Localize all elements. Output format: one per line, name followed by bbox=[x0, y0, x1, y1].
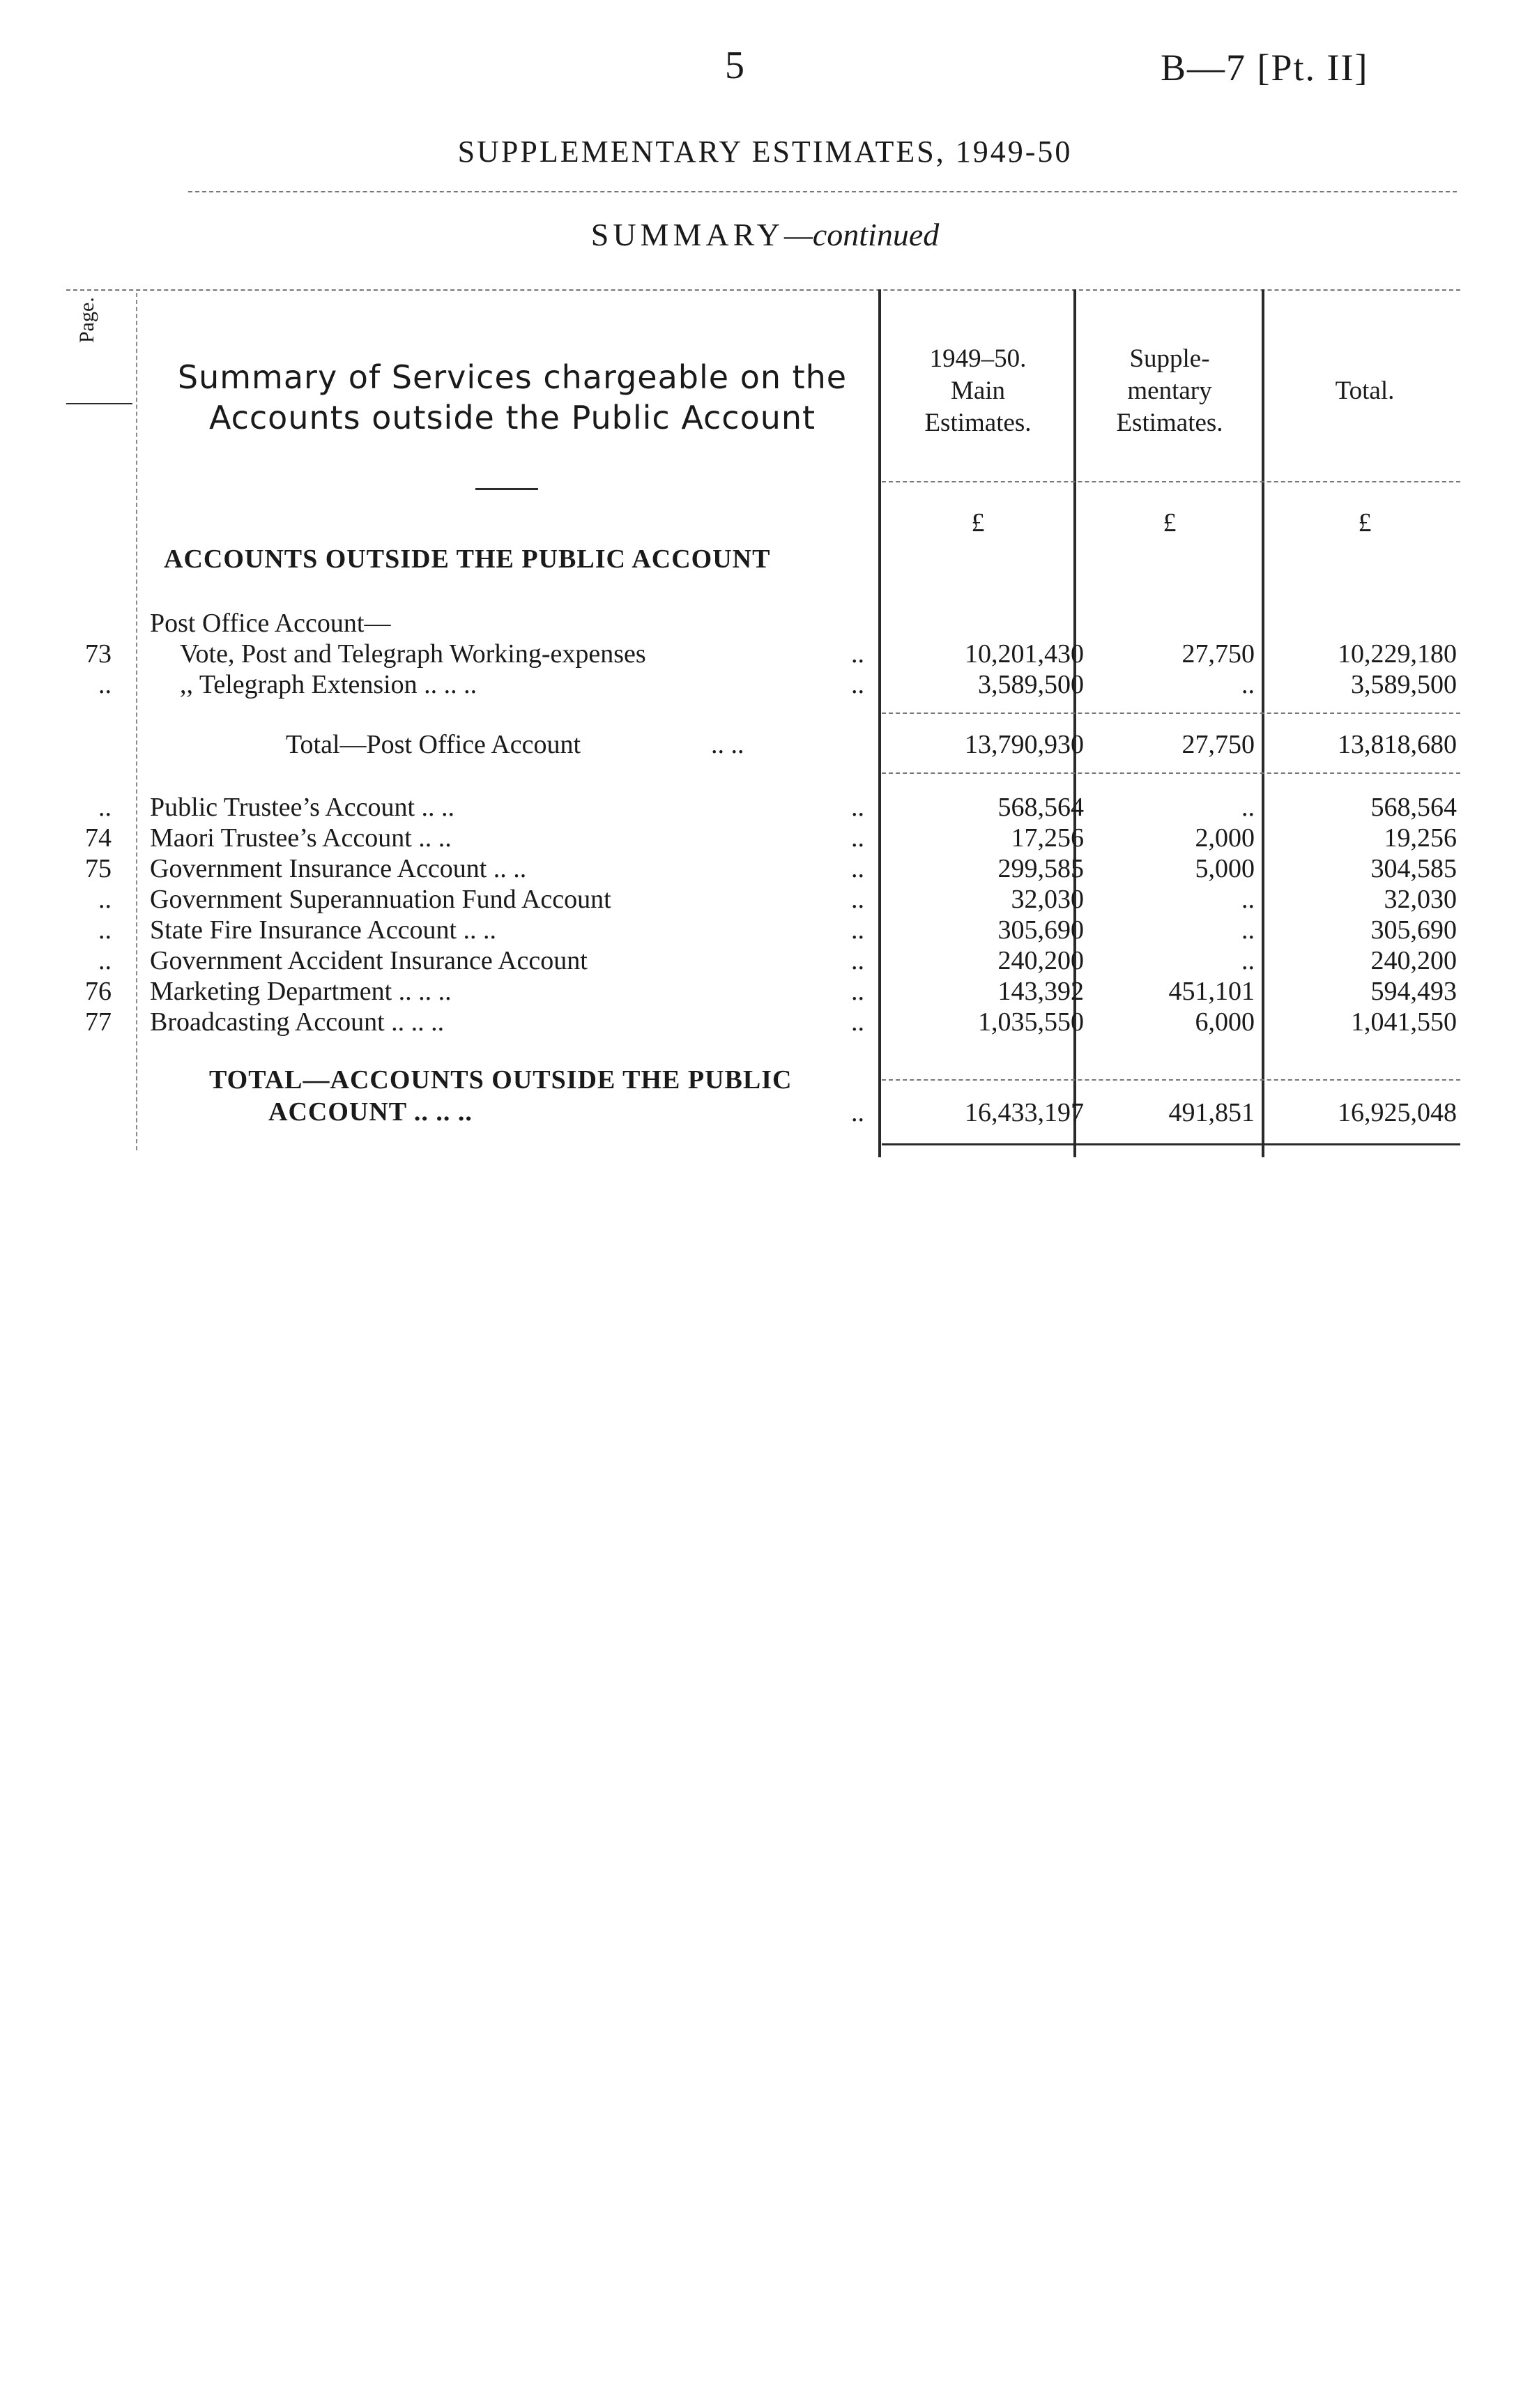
row-supp-value: 451,101 bbox=[1168, 977, 1255, 1006]
summary-heading bbox=[153, 357, 871, 438]
row-page: 76 bbox=[85, 977, 112, 1006]
row-supp-value: 2,000 bbox=[1195, 823, 1255, 853]
main-estimates-header bbox=[884, 343, 1072, 439]
table-row bbox=[0, 945, 1530, 976]
page-column-label: Page. bbox=[75, 297, 98, 343]
row-main-value: 17,256 bbox=[1011, 823, 1084, 853]
row-page: .. bbox=[98, 915, 112, 945]
row-leaders: .. bbox=[851, 854, 864, 883]
grand-total-row bbox=[0, 1097, 1530, 1128]
section-heading bbox=[0, 216, 1530, 253]
summary-word: SUMMARY bbox=[590, 217, 784, 252]
grand-total-leaders: .. bbox=[851, 1098, 864, 1127]
row-total-value: 305,690 bbox=[1370, 915, 1457, 945]
supplementary-estimates-header bbox=[1079, 343, 1260, 439]
row-supp-value: .. bbox=[1241, 885, 1255, 914]
section-title: ACCOUNTS OUTSIDE THE PUBLIC ACCOUNT bbox=[164, 544, 771, 574]
row-leaders: .. bbox=[851, 823, 864, 853]
page-header-rule bbox=[66, 403, 132, 404]
row-leaders: .. bbox=[851, 946, 864, 975]
grand-total-top-rule bbox=[882, 1079, 1460, 1081]
post-office-total-label: Total—Post Office Account bbox=[286, 730, 581, 759]
row-leaders: .. bbox=[851, 670, 864, 699]
page-number: 5 bbox=[725, 44, 744, 87]
row-main-value: 143,392 bbox=[997, 977, 1084, 1006]
row-label: Government Insurance Account .. .. bbox=[150, 854, 527, 883]
row-leaders: .. bbox=[851, 793, 864, 822]
row-main-value: 240,200 bbox=[997, 946, 1084, 975]
row-label: Broadcasting Account .. .. .. bbox=[150, 1007, 445, 1037]
row-label: ,, Telegraph Extension .. .. .. bbox=[180, 670, 477, 699]
row-total-value: 1,041,550 bbox=[1351, 1007, 1457, 1037]
row-supp-value: .. bbox=[1241, 946, 1255, 975]
row-label: Vote, Post and Telegraph Working-expenses bbox=[180, 639, 646, 669]
row-main-value: 568,564 bbox=[997, 793, 1084, 822]
row-page: 77 bbox=[85, 1007, 112, 1037]
row-total-value: 304,585 bbox=[1370, 854, 1457, 883]
grand-total-supp: 491,851 bbox=[1168, 1098, 1255, 1127]
summary-heading-line2: Accounts outside the Public Account bbox=[208, 399, 816, 436]
supp-header-line1: Supple- bbox=[1129, 344, 1210, 373]
row-total-value: 32,030 bbox=[1384, 885, 1457, 914]
row-main-value: 32,030 bbox=[1011, 885, 1084, 914]
main-header-line1: 1949–50. bbox=[929, 344, 1027, 373]
row-main-value: 3,589,500 bbox=[978, 670, 1084, 699]
total-header: Total. bbox=[1335, 376, 1395, 405]
table-row bbox=[0, 792, 1530, 823]
table-row bbox=[0, 853, 1530, 884]
table-top-rule bbox=[66, 289, 1460, 291]
post-office-total-row bbox=[0, 729, 1530, 760]
post-office-group-row bbox=[0, 608, 1530, 639]
table-row bbox=[0, 669, 1530, 700]
document-reference: B—7 [Pt. II] bbox=[1161, 47, 1369, 89]
row-total-value: 594,493 bbox=[1370, 977, 1457, 1006]
row-supp-value: 6,000 bbox=[1195, 1007, 1255, 1037]
total-currency-symbol: £ bbox=[1358, 508, 1372, 538]
summary-heading-line1: Summary of Services chargeable on the bbox=[177, 358, 848, 396]
table-row bbox=[0, 823, 1530, 853]
row-page: 74 bbox=[85, 823, 112, 853]
row-leaders: .. bbox=[851, 1007, 864, 1037]
row-supp-value: .. bbox=[1241, 670, 1255, 699]
supp-header-line2: mentary bbox=[1127, 376, 1212, 405]
row-total-value: 240,200 bbox=[1370, 946, 1457, 975]
main-header-line3: Estimates. bbox=[924, 409, 1032, 437]
row-total-value: 568,564 bbox=[1370, 793, 1457, 822]
grand-total-label-line1: TOTAL—ACCOUNTS OUTSIDE THE PUBLIC bbox=[209, 1065, 793, 1095]
row-leaders: .. bbox=[851, 977, 864, 1006]
row-leaders: .. bbox=[851, 915, 864, 945]
row-supp-value: 27,750 bbox=[1181, 639, 1255, 669]
row-label: Public Trustee’s Account .. .. bbox=[150, 793, 455, 822]
post-office-group-label: Post Office Account— bbox=[150, 609, 391, 638]
table-row bbox=[0, 1007, 1530, 1037]
grand-total-label-line2: ACCOUNT .. .. .. bbox=[268, 1097, 473, 1127]
row-label: Marketing Department .. .. .. bbox=[150, 977, 452, 1006]
post-office-total-leaders: .. .. bbox=[711, 730, 744, 759]
row-supp-value: 5,000 bbox=[1195, 854, 1255, 883]
row-supp-value: .. bbox=[1241, 915, 1255, 945]
post-office-total-total: 13,818,680 bbox=[1338, 730, 1457, 759]
row-page: .. bbox=[98, 670, 112, 699]
post-office-total-supp: 27,750 bbox=[1181, 730, 1255, 759]
table-row bbox=[0, 884, 1530, 915]
row-main-value: 299,585 bbox=[997, 854, 1084, 883]
main-currency-symbol: £ bbox=[971, 508, 985, 538]
row-label: State Fire Insurance Account .. .. bbox=[150, 915, 497, 945]
supp-currency-symbol: £ bbox=[1163, 508, 1177, 538]
page-title: SUPPLEMENTARY ESTIMATES, 1949-50 bbox=[457, 135, 1073, 169]
row-leaders: .. bbox=[851, 639, 864, 669]
table-row bbox=[0, 639, 1530, 669]
heading-short-rule bbox=[475, 488, 538, 490]
row-total-value: 10,229,180 bbox=[1338, 639, 1457, 669]
title-rule bbox=[188, 191, 1457, 192]
header-bottom-rule bbox=[882, 481, 1460, 482]
row-label: Maori Trustee’s Account .. .. bbox=[150, 823, 452, 853]
main-header-line2: Main bbox=[950, 376, 1006, 405]
continued-label: —continued bbox=[783, 217, 940, 252]
grand-total-total: 16,925,048 bbox=[1338, 1098, 1457, 1127]
post-office-total-main: 13,790,930 bbox=[965, 730, 1084, 759]
row-main-value: 1,035,550 bbox=[978, 1007, 1084, 1037]
row-page: .. bbox=[98, 885, 112, 914]
subtotal-bottom-rule bbox=[882, 772, 1460, 774]
row-total-value: 3,589,500 bbox=[1351, 670, 1457, 699]
row-page: 73 bbox=[85, 639, 112, 669]
row-label: Government Superannuation Fund Account bbox=[150, 885, 611, 914]
supp-header-line3: Estimates. bbox=[1116, 409, 1223, 437]
row-page: .. bbox=[98, 946, 112, 975]
table-row bbox=[0, 915, 1530, 945]
grand-total-bottom-rule bbox=[882, 1143, 1460, 1145]
row-total-value: 19,256 bbox=[1384, 823, 1457, 853]
row-main-value: 10,201,430 bbox=[965, 639, 1084, 669]
grand-total-main: 16,433,197 bbox=[965, 1098, 1084, 1127]
table-row bbox=[0, 976, 1530, 1007]
row-page: .. bbox=[98, 793, 112, 822]
row-main-value: 305,690 bbox=[997, 915, 1084, 945]
row-label: Government Accident Insurance Account bbox=[150, 946, 588, 975]
row-leaders: .. bbox=[851, 885, 864, 914]
row-page: 75 bbox=[85, 854, 112, 883]
row-supp-value: .. bbox=[1241, 793, 1255, 822]
subtotal-rule bbox=[882, 713, 1460, 714]
